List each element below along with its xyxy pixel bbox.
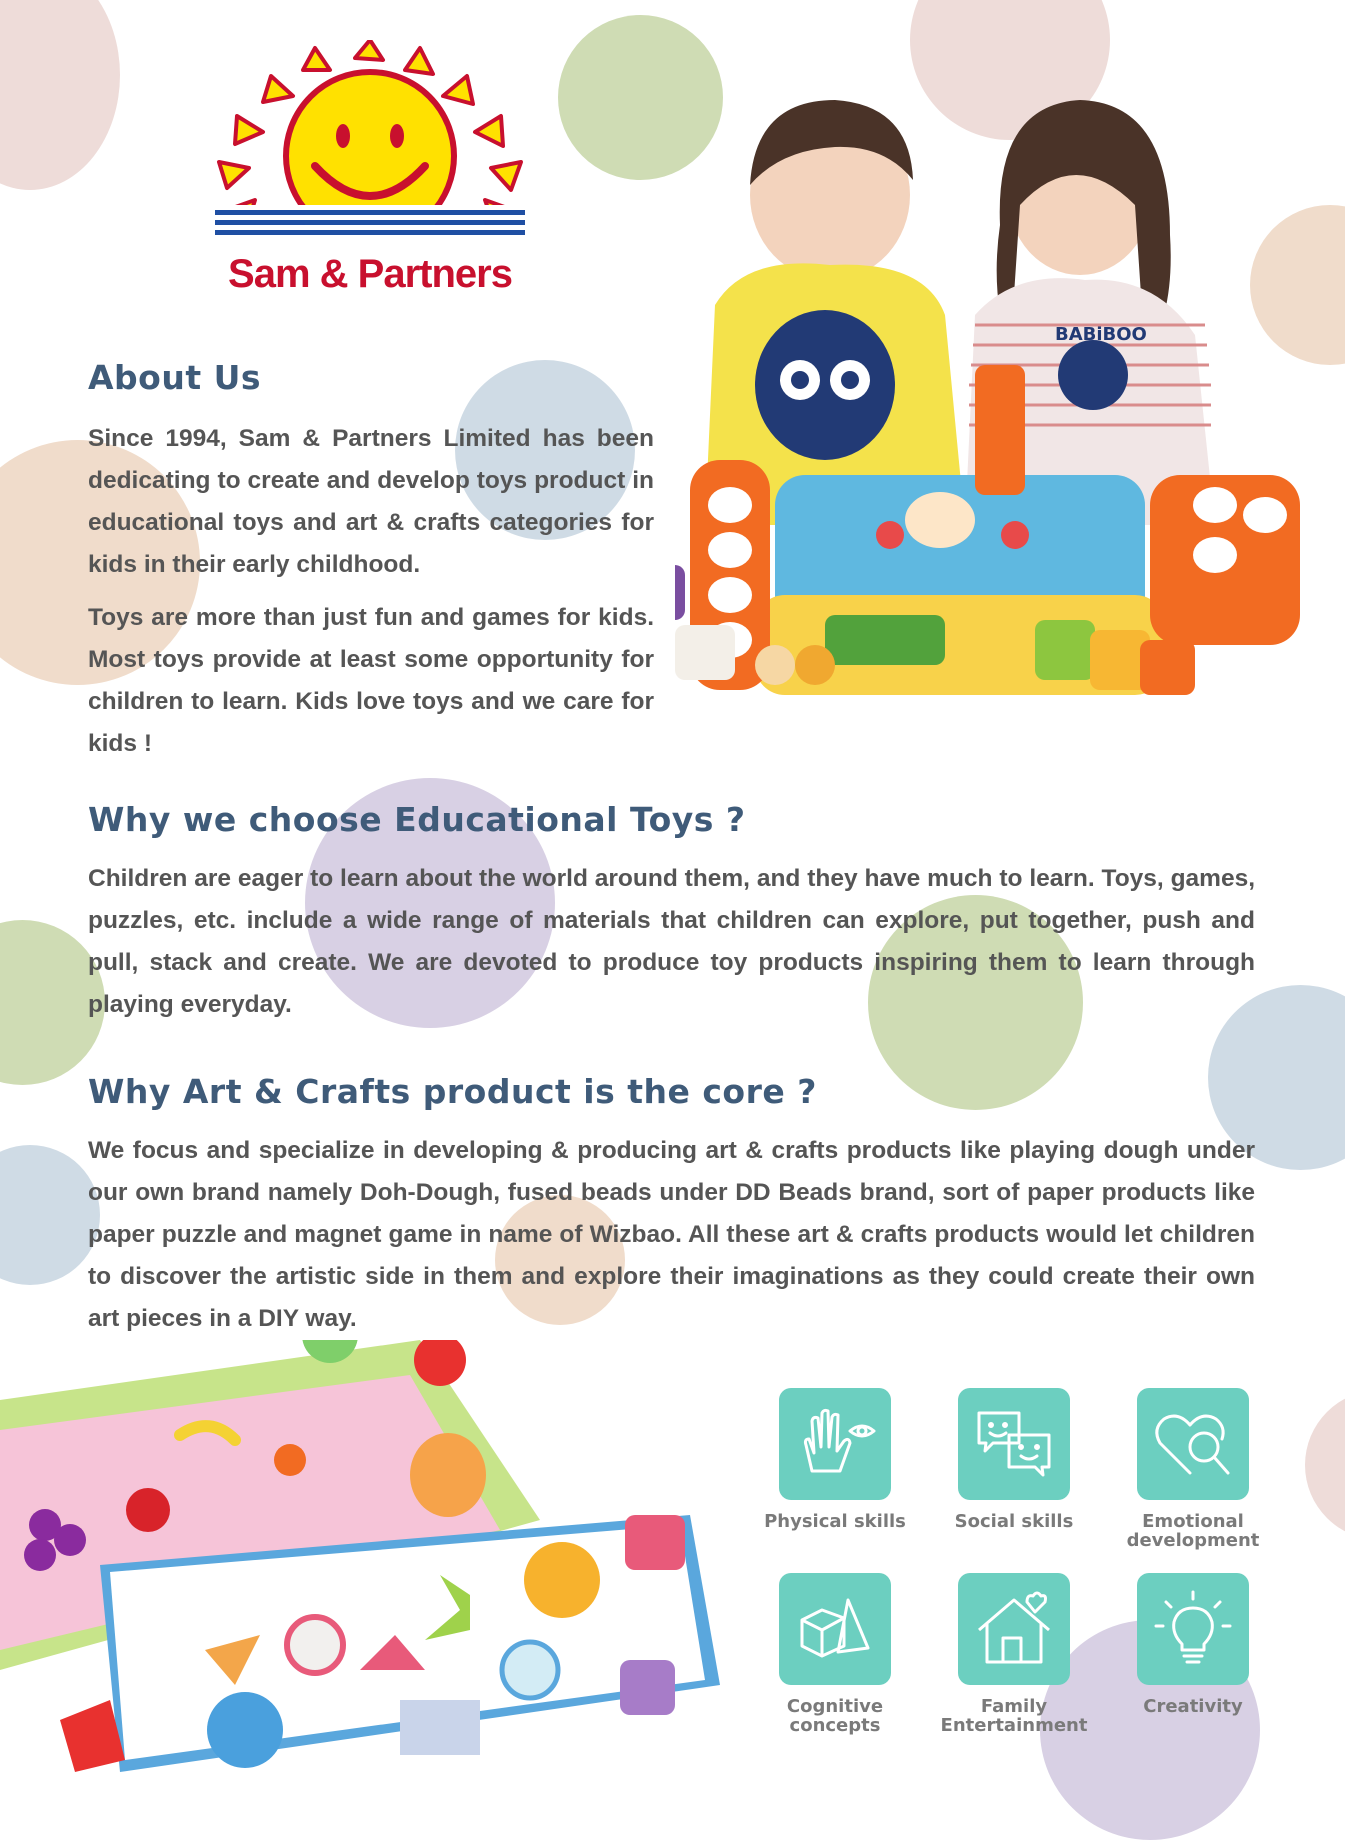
educational-body: Children are eager to learn about the world around them, and they have much to learn. Toys, games, puzzles, etc. include a wide range of materials that children can explore, put together, push and pull, stack and create. We are devoted to produce toy products inspiring them to learn through playing everyday. xyxy=(88,865,1255,1018)
emotional-development-tile xyxy=(1137,1388,1249,1500)
bg-circle xyxy=(0,0,120,190)
creativity-label: Creativity xyxy=(1143,1696,1243,1717)
bg-circle xyxy=(1305,1390,1345,1540)
physical-skills-tile xyxy=(779,1388,891,1500)
about-paragraph-2: Toys are more than just fun and games for kids. Most toys provide at least some opportunity for children to learn. Kids love toys and we care for kids ! xyxy=(88,604,654,757)
shapes-icon xyxy=(792,1586,878,1672)
cognitive-concepts-label: Cognitive concepts xyxy=(786,1696,884,1736)
about-title: About Us xyxy=(88,358,262,397)
social-skills-tile xyxy=(958,1388,1070,1500)
shirt-text: BABiBOO xyxy=(1055,324,1147,345)
educational-title: Why we choose Educational Toys ? xyxy=(88,800,746,839)
lightbulb-icon xyxy=(1150,1586,1236,1672)
hand-eye-icon xyxy=(792,1401,878,1487)
skill-creativity xyxy=(1108,1573,1278,1716)
house-icon xyxy=(971,1586,1057,1672)
skill-physical-skills xyxy=(750,1388,920,1531)
artcrafts-title: Why Art & Crafts product is the core ? xyxy=(88,1072,817,1111)
sam-partners-logo xyxy=(205,40,535,320)
skill-family-entertainment xyxy=(929,1573,1099,1735)
chat-faces-icon xyxy=(971,1401,1057,1487)
artcrafts-body: We focus and specialize in developing & producing art & crafts products like playing dough under our own brand namely Doh-Dough, fused beads under DD Beads brand, sort of paper products like paper puzzle and magnet game in name of Wizbao. All these art & crafts products would let children to discover the artistic side in them and explore their imaginations as they could create their own art pieces in a DIY way. xyxy=(88,1137,1255,1332)
heart-magnifier-icon xyxy=(1150,1401,1236,1487)
physical-skills-label: Physical skills xyxy=(764,1511,906,1532)
puzzle-mats-photo xyxy=(0,1340,720,1772)
cognitive-concepts-tile xyxy=(779,1573,891,1685)
skill-emotional-development xyxy=(1108,1388,1278,1550)
skill-cognitive-concepts xyxy=(750,1573,920,1735)
creativity-tile xyxy=(1137,1573,1249,1685)
brand-name: Sam & Partners xyxy=(228,252,512,296)
kids-playing-photo xyxy=(675,55,1315,775)
emotional-development-label: Emotional development xyxy=(1126,1511,1260,1551)
skill-social-skills xyxy=(929,1388,1099,1531)
family-entertainment-tile xyxy=(958,1573,1070,1685)
social-skills-label: Social skills xyxy=(954,1511,1074,1532)
bg-circle xyxy=(0,1145,100,1285)
about-paragraph-1: Since 1994, Sam & Partners Limited has been dedicating to create and develop toys product in educational toys and art & crafts categories for kids in their early childhood. xyxy=(88,425,654,578)
family-entertainment-label: Family Entertainment xyxy=(940,1696,1088,1736)
